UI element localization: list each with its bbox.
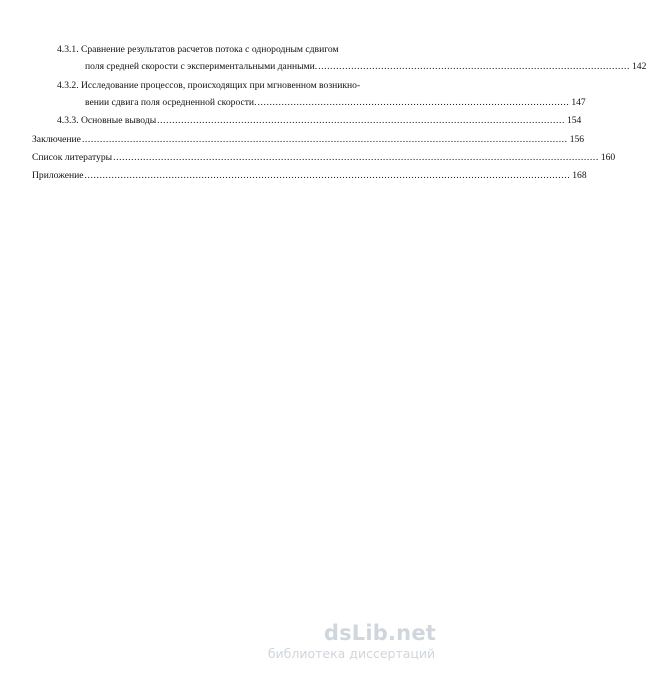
toc-entry-text: поля средней скорости с экспериментальными данными. bbox=[85, 61, 318, 72]
toc-entry-text: Заключение bbox=[32, 134, 81, 145]
toc-entry-4-3-2-line1 bbox=[57, 80, 422, 92]
watermark-logo: dsLib.net bbox=[323, 621, 436, 645]
toc-page-number: 147 bbox=[571, 97, 586, 108]
toc-entry-text: 4.3.1. Сравнение результатов расчетов потока с однородным сдвигом bbox=[57, 44, 339, 55]
toc-page-number: 154 bbox=[566, 115, 582, 126]
toc-entry-4-3-2-line2 bbox=[85, 97, 586, 109]
toc-entry-4-3-3 bbox=[57, 115, 582, 127]
toc-page-number: 156 bbox=[569, 134, 585, 145]
toc-entry-conclusion bbox=[32, 134, 585, 146]
toc-leader-dots: ........................................................................................................ bbox=[257, 97, 570, 108]
toc-leader-dots: ........................................................................................................ bbox=[318, 61, 630, 72]
toc-page-number: 168 bbox=[572, 170, 587, 181]
toc-entry-appendix bbox=[32, 170, 587, 182]
toc-entry-text: 4.3.2. Исследование процессов, происходящих при мгновенном возникно- bbox=[57, 80, 361, 91]
toc-entry-text: вении сдвига поля осредненной скорости. bbox=[85, 97, 257, 108]
toc-leader-dots: .................................................................................................................................................................. bbox=[81, 134, 568, 145]
toc-leader-dots: .................................................................................................................................................................. bbox=[84, 170, 571, 181]
toc-entry-4-3-1-line2 bbox=[85, 61, 646, 73]
toc-entry-text: Список литературы bbox=[32, 152, 113, 163]
toc-entry-references bbox=[32, 152, 616, 164]
toc-leader-dots: ........................................................................................................................................ bbox=[157, 115, 565, 126]
watermark bbox=[267, 621, 436, 661]
toc-leader-dots: .................................................................................................................................................................. bbox=[113, 152, 599, 163]
toc-page-number: 160 bbox=[600, 152, 616, 163]
watermark-subtitle: библиотека диссертаций bbox=[267, 646, 436, 661]
toc-entry-4-3-1-line1 bbox=[57, 44, 387, 56]
toc-entry-text: Приложение bbox=[32, 170, 84, 181]
toc-page-number: 142 bbox=[631, 61, 646, 72]
toc-entry-text: 4.3.3. Основные выводы bbox=[57, 115, 157, 126]
